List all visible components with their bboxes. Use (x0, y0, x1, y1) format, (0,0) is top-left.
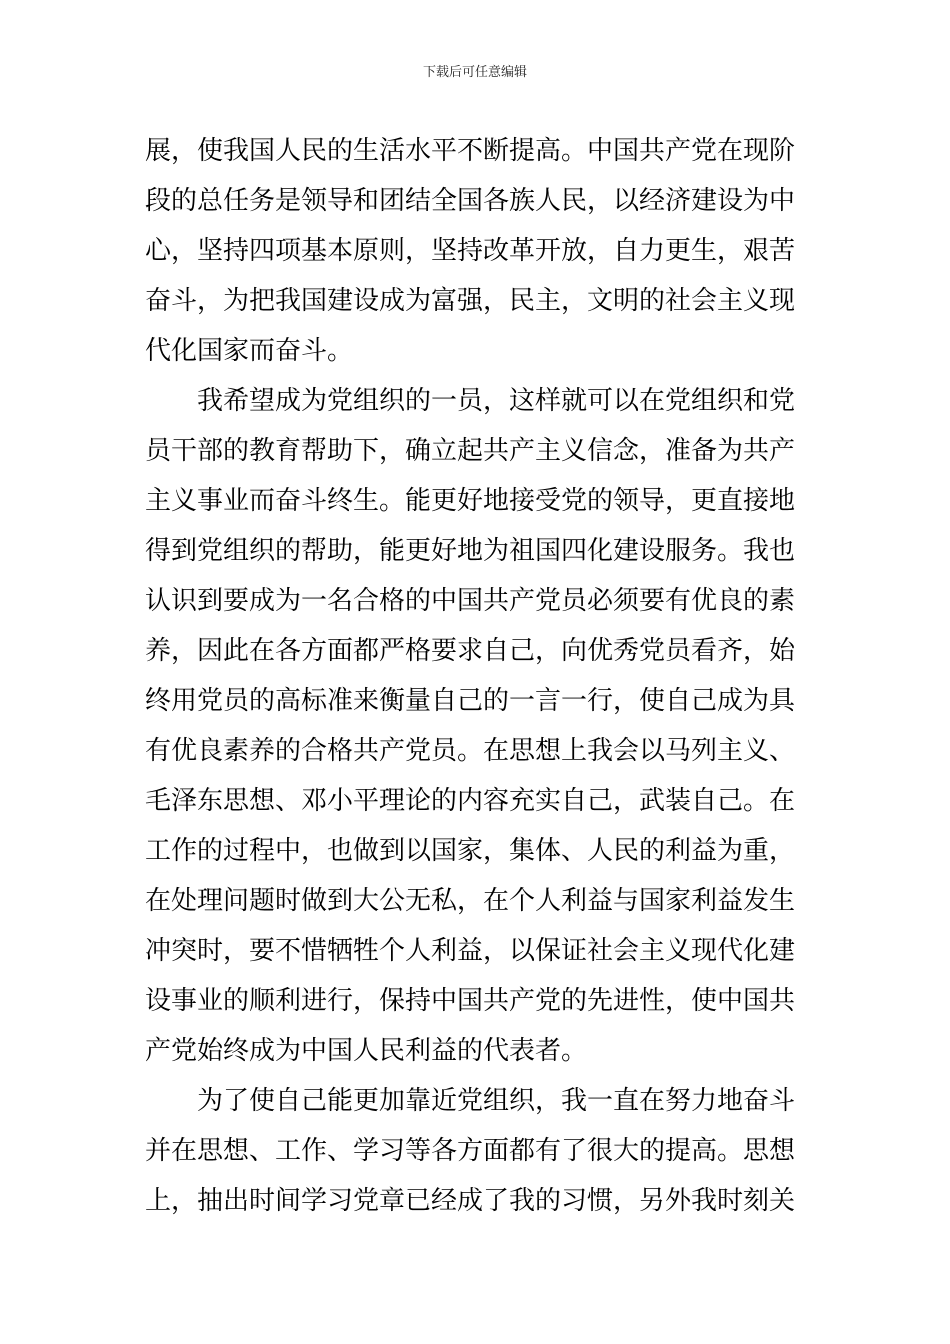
paragraph-first-line: 为了使自己能更加靠近党组织，我一直在努力地奋斗 (197, 1086, 796, 1116)
text-line: 员干部的教育帮助下，确立起共产主义信念，准备为共产 (145, 436, 796, 466)
text-line: 奋斗，为把我国建设成为富强，民主，文明的社会主义现 (145, 286, 796, 316)
text-line: 设事业的顺利进行，保持中国共产党的先进性，使中国共 (145, 986, 796, 1016)
document-body (145, 126, 805, 1226)
text-line: 上，抽出时间学习党章已经成了我的习惯，另外我时刻关 (145, 1186, 796, 1216)
text-line: 展，使我国人民的生活水平不断提高。中国共产党在现阶 (145, 136, 796, 166)
text-line: 代化国家而奋斗。 (145, 336, 354, 366)
text-line: 心，坚持四项基本原则，坚持改革开放，自力更生，艰苦 (145, 236, 796, 266)
text-line: 产党始终成为中国人民利益的代表者。 (145, 1036, 588, 1066)
text-line: 有优良素养的合格共产党员。在思想上我会以马列主义、 (145, 736, 796, 766)
text-line: 认识到要成为一名合格的中国共产党员必须要有优良的素 (145, 586, 796, 616)
text-line: 段的总任务是领导和团结全国各族人民，以经济建设为中 (145, 186, 796, 216)
paragraph-first-line: 我希望成为党组织的一员，这样就可以在党组织和党 (197, 386, 796, 416)
page-header-note: 下载后可任意编辑 (422, 65, 527, 80)
text-line: 毛泽东思想、邓小平理论的内容充实自己，武装自己。在 (145, 786, 796, 816)
text-line: 终用党员的高标准来衡量自己的一言一行，使自己成为具 (145, 686, 796, 716)
text-line: 工作的过程中，也做到以国家，集体、人民的利益为重， (145, 836, 796, 866)
text-line: 冲突时，要不惜牺牲个人利益，以保证社会主义现代化建 (145, 936, 796, 966)
text-line: 在处理问题时做到大公无私，在个人利益与国家利益发生 (145, 886, 796, 916)
text-line: 主义事业而奋斗终生。能更好地接受党的领导，更直接地 (145, 486, 796, 516)
text-line: 养，因此在各方面都严格要求自己，向优秀党员看齐，始 (145, 636, 796, 666)
text-line: 并在思想、工作、学习等各方面都有了很大的提高。思想 (145, 1136, 796, 1166)
text-line: 得到党组织的帮助，能更好地为祖国四化建设服务。我也 (145, 536, 796, 566)
